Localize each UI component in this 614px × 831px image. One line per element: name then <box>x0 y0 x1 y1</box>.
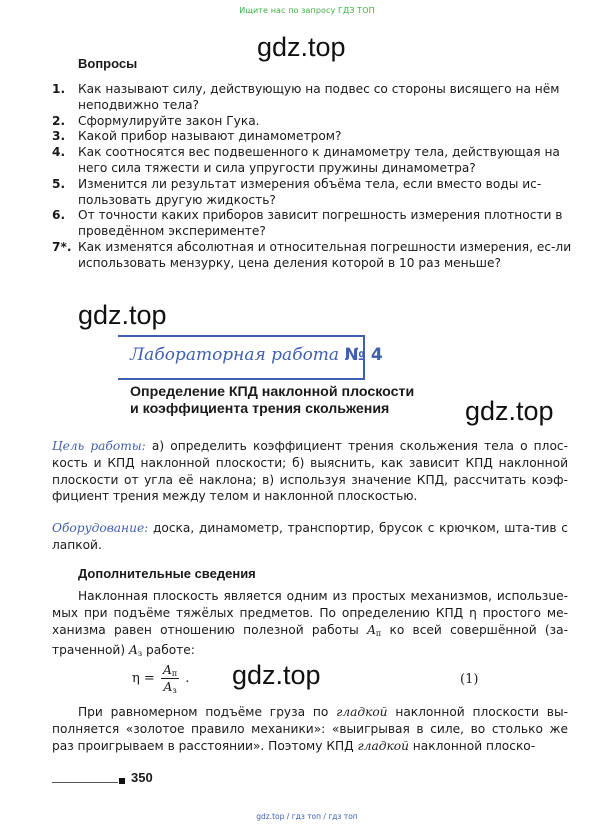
additional-paragraph <box>52 588 568 663</box>
footer-square-icon <box>119 778 125 784</box>
question-item <box>52 208 572 240</box>
lab-title <box>130 345 383 365</box>
question-text: Сформулируйте закон Гука. <box>78 113 260 128</box>
equipment-label: Оборудование: <box>52 521 149 535</box>
symbol-ap-sub: п <box>375 628 382 638</box>
golden-rule-italic: гладкой <box>336 705 388 719</box>
question-text: От точности каких приборов зависит погрешность измерения плотности в проведённом эксперименте? <box>78 208 563 239</box>
question-item <box>52 145 572 177</box>
question-item <box>52 177 572 209</box>
formula-fraction <box>161 662 179 695</box>
golden-rule-text: наклонной плоскости вы-полняется «золотое правило механики»: «выигрывая в силе, во столько же раз проигрываем в расстоянии». Поэтому КПД <box>52 705 568 753</box>
question-text: Как соотносятся вес подвешенного к динамометру тела, действующая на него сила тяжести и сила упругости пружины динамометра? <box>78 145 560 175</box>
symbol-az-letter: A <box>128 643 138 658</box>
question-item <box>52 129 572 145</box>
formula-num-letter: A <box>162 662 172 677</box>
lab-heading <box>130 384 460 418</box>
formula-den-sub: з <box>172 686 177 695</box>
additional-heading: Дополнительные сведения <box>78 566 256 581</box>
goal-label: Цель работы: <box>52 439 146 453</box>
questions-list <box>52 82 572 272</box>
question-text: Как изменятся абсолютная и относительная погрешности измерения, ес-ли использовать мензурку, цена деления которой в 10 раз меньше? <box>78 239 572 270</box>
formula-lhs: η = <box>132 671 155 686</box>
page-number: 350 <box>131 770 153 785</box>
questions-heading: Вопросы <box>78 56 138 71</box>
symbol-ap-letter: A <box>367 622 376 637</box>
additional-text: ко всей совершённой (за-траченной) <box>52 622 568 658</box>
question-number: 5. <box>52 176 66 191</box>
question-number: 6. <box>52 208 66 223</box>
formula-denominator <box>161 679 178 695</box>
symbol-ap <box>367 623 381 637</box>
question-text: Изменится ли результат измерения объёма тела, если вместо воды ис-пользовать другую жидкость? <box>78 176 542 207</box>
question-number: 3. <box>52 129 66 144</box>
additional-text: Наклонная плоскость является одним из простых механизмов, использue-мых при подъёме тяжёлых предметов. По определению КПД η простого ме-ханизма равен отношению полезной работы <box>52 589 568 637</box>
top-banner-link[interactable]: Ищите нас по запросу ГДЗ ТОП <box>239 6 375 15</box>
golden-rule-paragraph <box>52 704 568 754</box>
formula-num-sub: п <box>171 669 178 678</box>
question-item <box>52 114 572 130</box>
formula-den-letter: A <box>163 679 173 694</box>
golden-rule-text: наклонной плоско- <box>408 738 536 753</box>
watermark: gdz.top <box>465 396 554 426</box>
question-number: 1. <box>52 82 66 96</box>
watermark: gdz.top <box>78 300 167 330</box>
lab-title-text: Лабораторная работа <box>130 345 340 365</box>
symbol-az <box>129 643 142 657</box>
equipment-text: доска, динамометр, транспортир, брусок с крючком, шта-тив с лапкой. <box>52 521 568 552</box>
equipment-paragraph <box>52 520 568 554</box>
question-number: 7*. <box>52 239 72 254</box>
lab-number: № 4 <box>344 345 383 365</box>
golden-rule-text: При равномерном подъёме груза по <box>78 705 337 719</box>
lab-heading-line2: и коэффициента трения скольжения <box>130 401 390 417</box>
question-text: Какой прибор называют динамометром? <box>78 129 342 144</box>
efficiency-formula <box>132 662 189 695</box>
formula-numerator <box>161 662 179 679</box>
golden-rule-italic: гладкой <box>357 738 409 753</box>
additional-text: работе: <box>142 643 195 658</box>
watermark: gdz.top <box>232 660 321 690</box>
question-number: 4. <box>52 145 66 160</box>
question-item <box>52 82 572 114</box>
lab-heading-line1: Определение КПД наклонной плоскости <box>130 384 415 400</box>
question-number: 2. <box>52 113 66 128</box>
equation-number: (1) <box>460 672 479 687</box>
goal-text: а) определить коэффициент трения скольжения тела о плос-кость и КПД наклонной плоскости; б) выяснить, как зависит КПД наклонной плоскости от угла её наклона; в) используя значение КПД, рассчитать коэф-фициент трения между телом и наклонной плоскостью. <box>52 439 568 504</box>
bottom-links[interactable]: gdz.top / гдз топ / гдз топ <box>256 812 358 821</box>
formula-tail: . <box>185 671 190 686</box>
footer-rule <box>52 782 118 783</box>
symbol-az-sub: з <box>137 649 143 659</box>
watermark: gdz.top <box>257 32 346 62</box>
goal-paragraph <box>52 438 568 505</box>
question-text: Как называют силу, действующую на подвес со стороны висящего на нём неподвижно тела? <box>78 82 560 112</box>
question-item <box>52 240 572 272</box>
